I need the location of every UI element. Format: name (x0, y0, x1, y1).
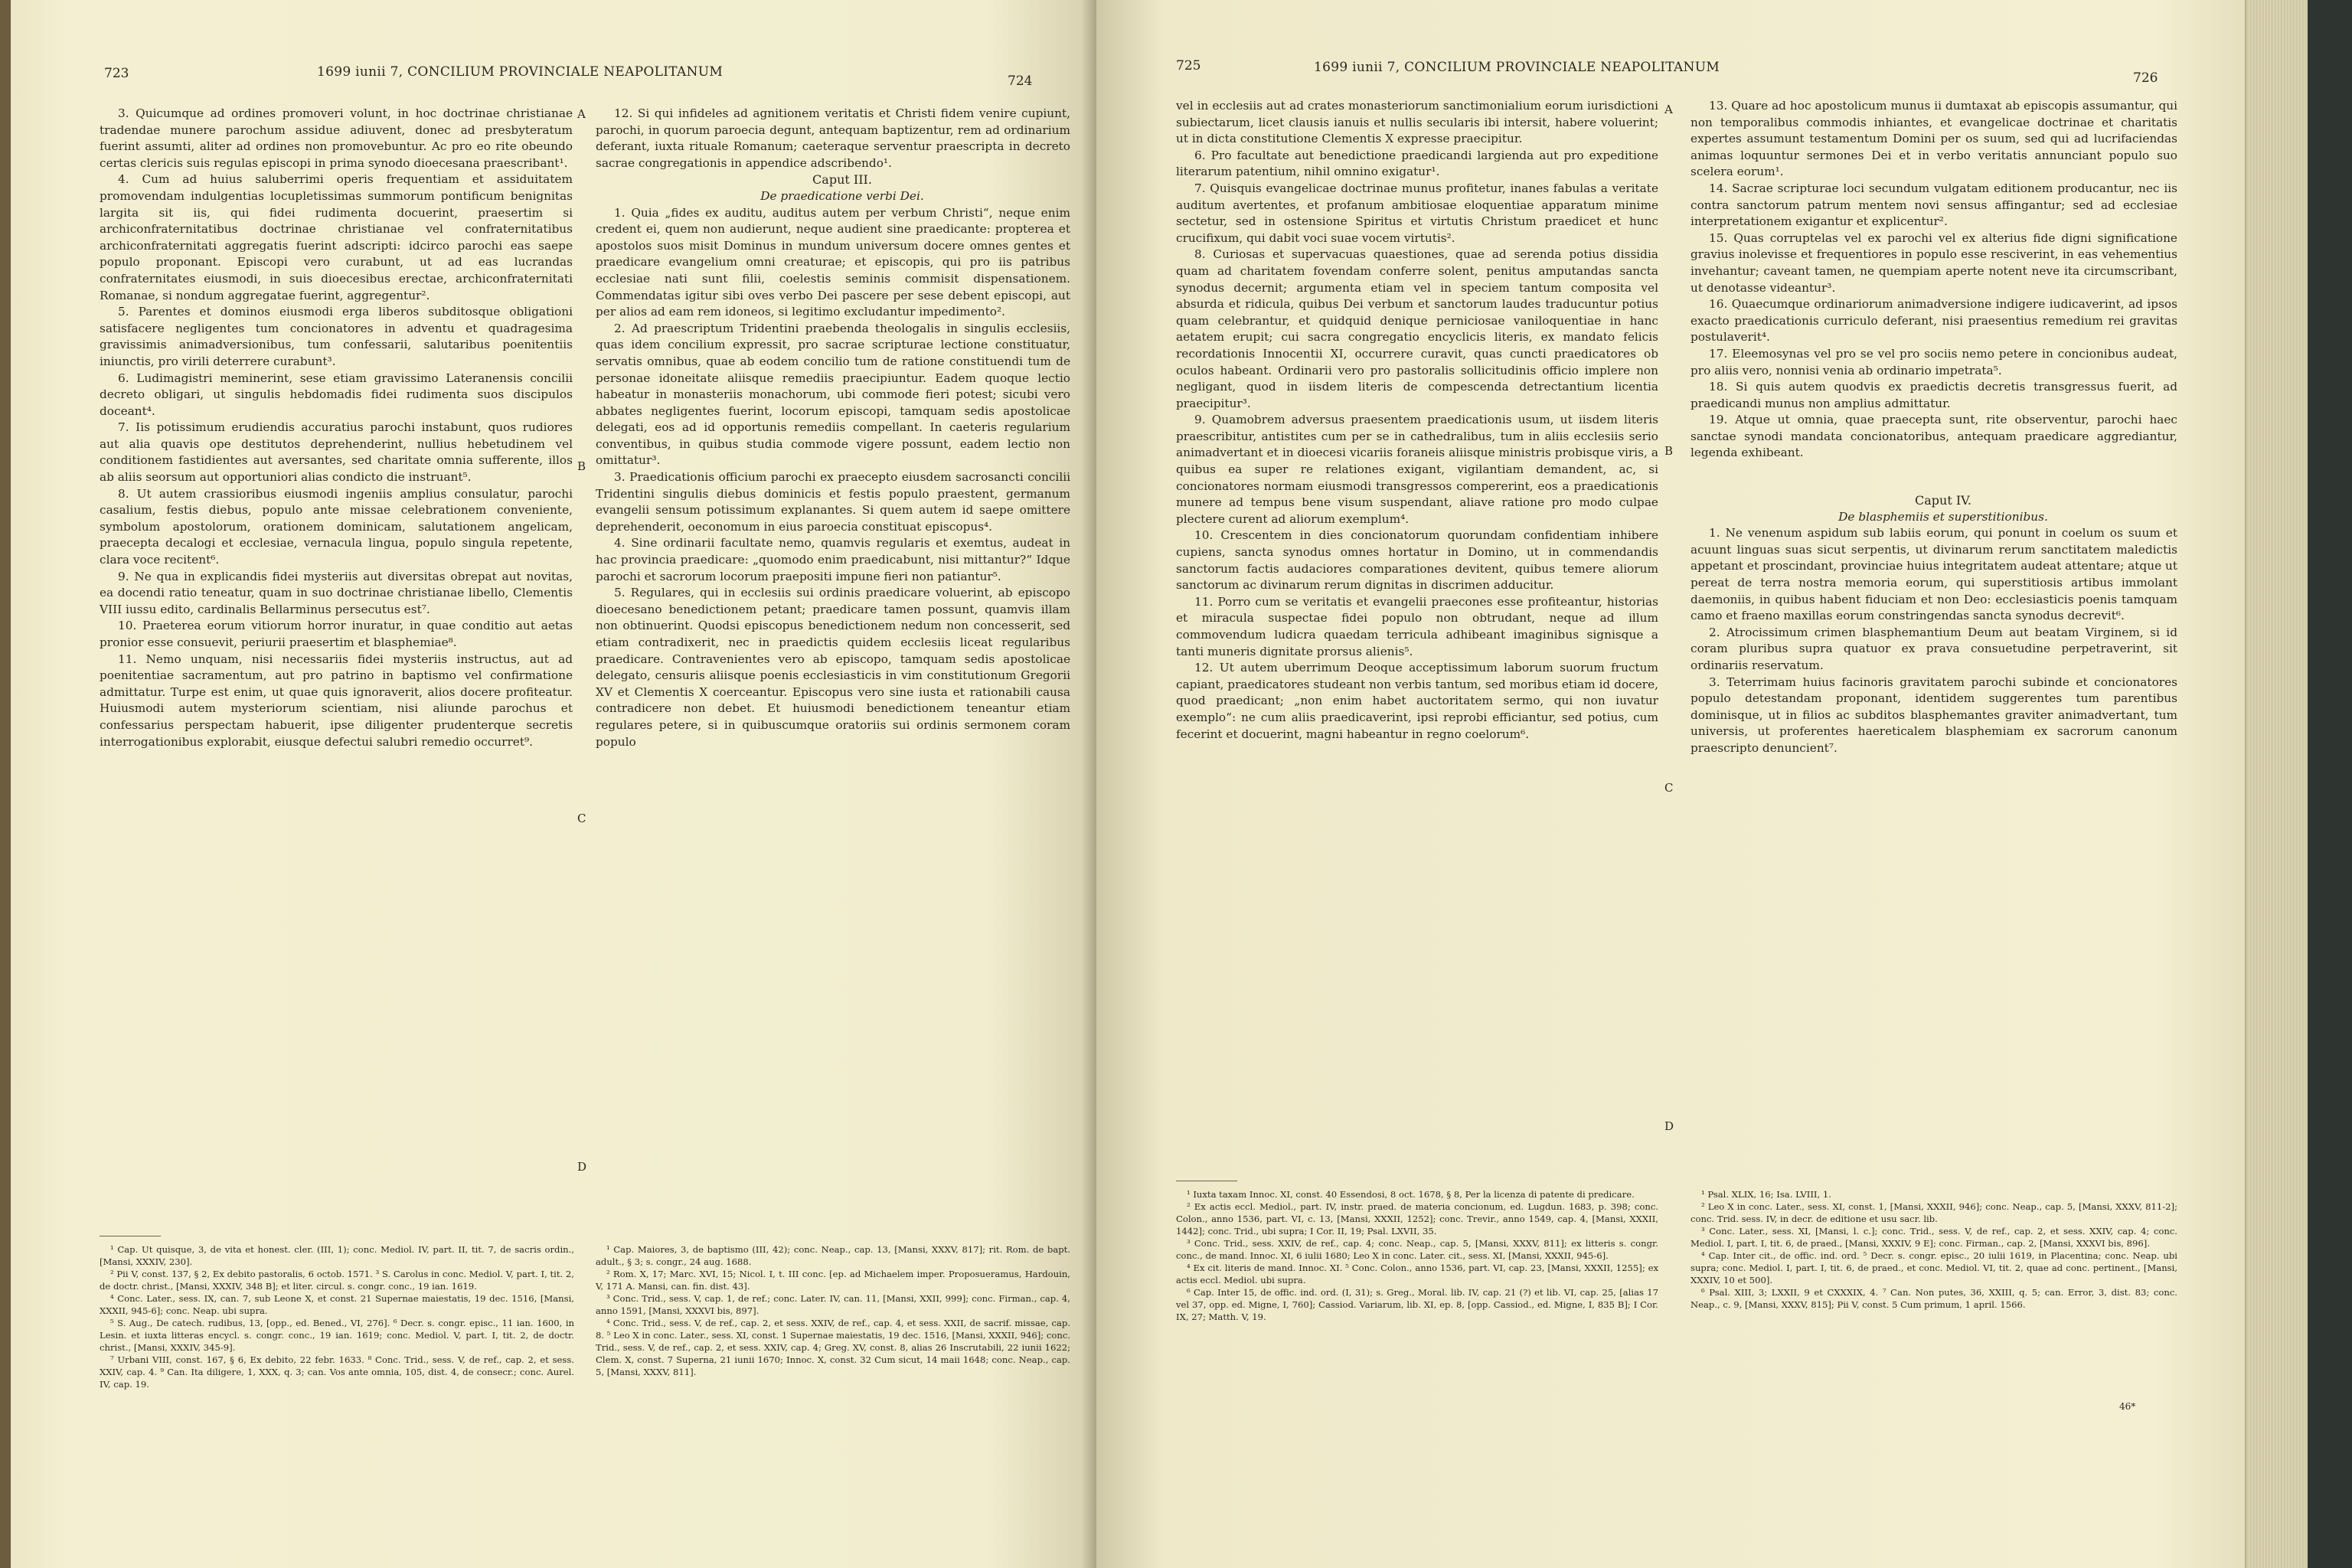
footnote: ² Leo X in conc. Later., sess. XI, const. 1, [Mansi, XXXII, 946]; conc. Neap., cap. 5, [Mansi, XXXV, 811-2]; conc. Trid. sess. IV, in decr. de editione et usu sacr. lib. (1690, 1201, 2177, 1224)
footnote: ⁴ Conc. Later., sess. IX, can. 7, sub Leone X, et const. 21 Supernae maiestatis, 19 dec. 1516, [Mansi, XXXII, 945-6]; conc. Neap. ubi supra. (100, 1293, 574, 1316)
page-number-724: 724 (1008, 74, 1033, 89)
paragraph: 10. Praeterea eorum vitiorum horror inuratur, in quae conditio aut aetas pronior esse consuevit, periurii praesertim et blasphemiae⁸. (100, 619, 573, 649)
paragraph: 7. Quisquis evangelicae doctrinae munus profitetur, inanes fabulas a veritate auditum avertentes, et profanum ambitiosae eloquentiae apparatum minime sectetur, sed in ostensione Spiritus et virtutis Christum praedicet et hunc crucifixum, qui dabit voci suae vocem virtutis². (1176, 181, 1658, 245)
paragraph: 8. Curiosas et supervacuas quaestiones, quae ad serenda potius dissidia quam ad charitatem fovendam conferre solent, penitus amputandas sancta synodus decernit; argumenta etiam vel in speciem tantum composita vel absurda et ridicula, quibus Dei verbum et sanctorum laudes traducuntur potius quam celebrantur, et quidquid denique perniciosae vaniloquentiae in hanc aetatem erupit; cui sacra congregatio encyclicis literis, ex mandato felicis recordationis Innocentii XI, occurrere curavit, quas cuncti praedicatores ob oculos habeant. Ordinarii vero pro pastoralis sollicitudinis officio implere non negligant, quod in iisdem literis de compescenda detrectantium licentia praecipitur³. (1176, 247, 1658, 410)
left-binding-edge (0, 0, 11, 1568)
footnote: ² Pii V, const. 137, § 2, Ex debito pastoralis, 6 octob. 1571. ³ S. Carolus in conc. Mediol. V, part. I, tit. 2, de doctr. christ., [Mansi, XXXIV, 348 B]; et liter. circul. s. congr. conc., 19 ian. 1619. (100, 1269, 574, 1292)
paragraph: 12. Si qui infideles ad agnitionem veritatis et Christi fidem venire cupiunt, parochi, in quorum paroecia degunt, antequam baptizentur, rem ad ordinarium deferant, iuxta rituale Romanum; caeteraque serventur praescripta in decreto sacrae congregationis in appendice adscribendo¹. (596, 106, 1070, 170)
margin-letter-d: D (577, 1160, 587, 1174)
right-column-1 (1176, 98, 1658, 743)
paragraph: 6. Pro facultate aut benedictione praedicandi largienda aut pro expeditione literarum patentium, nihil omnino exigatur¹. (1176, 148, 1658, 179)
footnote: ² Rom. X, 17; Marc. XVI, 15; Nicol. I, t. III conc. [ep. ad Michaelem imper. Proposueramus, Hardouin, V, 171 A. Mansi, can. fin. dist. 43]. (596, 1269, 1070, 1292)
margin-letter-a: A (1664, 103, 1673, 116)
paragraph: 12. Ut autem uberrimum Deoque acceptissimum laborum suorum fructum capiant, praedicatores studeant non verbis tantum, sed moribus etiam id docere, quod praedicant; „non enim habet auctoritatem sermo, qui non iuvatur exemplo“: ne cum aliis praedicaverint, ipsi reprobi efficiantur, sed potius, cum fecerint et docuerint, magni habeantur in regno coelorum⁶. (1176, 661, 1658, 741)
footnote: ⁷ Urbani VIII, const. 167, § 6, Ex debito, 22 febr. 1633. ⁸ Conc. Trid., sess. V, de ref., cap. 2, et sess. XXIV, cap. 4. ⁹ Can. Ita diligere, 1, XXX, q. 3; can. Vos ante omnia, 105, dist. 4, de consecr.; conc. Aurel. IV, cap. 19. (100, 1354, 574, 1390)
left-column-2 (596, 106, 1070, 750)
left-footnotes-1 (100, 1243, 574, 1390)
paragraph: 4. Sine ordinarii facultate nemo, quamvis regularis et exemtus, audeat in hac provincia praedicare: „quomodo enim praedicabunt, nisi mittantur?“ Idque parochi et sacrorum locorum praepositi impune fieri non patiantur⁵. (596, 536, 1070, 583)
paragraph: 13. Quare ad hoc apostolicum munus ii dumtaxat ab episcopis assumantur, qui non temporalibus commodis inhiantes, et evangelicae doctrinae et charitatis expertes assumunt testamentum Domini per os suum, sed qui ad lucrifaciendas animas loquuntur sermones Dei et in verbo veritatis annunciant populo suo scelera eorum¹. (1690, 99, 2177, 179)
signature-mark: 46* (2119, 1401, 2136, 1412)
chapter-title: Caput III. (812, 172, 872, 188)
footnote: ⁴ Conc. Trid., sess. V, de ref., cap. 2, et sess. XXIV, de ref., cap. 4, et sess. XXII, de sacrif. missae, cap. 8. ⁵ Leo X in conc. Later., sess. XI, const. 1 Supernae maiestatis, 19 dec. 1516, [Mansi, XXXII, 946]; conc. Trid., sess. V, de ref., cap. 2, et sess. XXIV, cap. 4; Greg. XV, const. 8, alias 26 Inscrutabili, 22 iunii 1622; Clem. X, const. 7 Superna, 21 iunii 1670; Innoc. X, const. 32 Cum sicut, 14 maii 1648; conc. Neap., cap. 5, [Mansi, XXXV, 811]. (596, 1318, 1070, 1377)
left-footnotes-2 (596, 1243, 1070, 1378)
footnote: ¹ Psal. XLIX, 16; Isa. LVIII, 1. (1701, 1189, 1831, 1200)
paragraph: 11. Nemo unquam, nisi necessariis fidei mysteriis instructus, aut ad poenitentiae sacramentum, aut pro patrino in baptismo vel confirmatione admittatur. Turpe est enim, ut quae quis ignoraverit, alios docere profiteatur. Huiusmodi autem mysteriorum scientiam, nisi aliunde parochus et confessarius perspectam habuerit, ipse diligenter prudenterque secretis interrogationibus explorabit, eiusque defectui salubri remedio occurret⁹. (100, 652, 573, 749)
right-footnotes-2 (1690, 1188, 2177, 1311)
running-header-right: 1699 iunii 7, CONCILIUM PROVINCIALE NEAPOLITANUM (1314, 60, 1720, 75)
paragraph: 16. Quaecumque ordinariorum animadversione indigere iudicaverint, ad ipsos exacto praedicationis curriculo deferant, nisi praesentius remedium rei gravitas postulaverit⁴. (1690, 297, 2177, 345)
paragraph: 1. Quia „fides ex auditu, auditus autem per verbum Christi“, neque enim credent ei, quem non audierunt, neque audient sine praedicante: propterea et apostolos suos misit Dominus in mundum universum docere omnes gentes et praedicare evangelium omni creaturae; et episcopis, qui pro iis patribus ecclesiae nati sunt filii, coelestis seminis commisit dispensationem. Commendatas igitur sibi oves verbo Dei pascere per sese debent episcopi, aut per alios ad eam rem idoneos, si legitimo excludantur impedimento². (596, 205, 1070, 319)
footnote: ⁵ S. Aug., De catech. rudibus, 13, [opp., ed. Bened., VI, 276]. ⁶ Decr. s. congr. episc., 11 ian. 1600, in Lesin. et iuxta litteras encycl. s. congr. conc., 19 ian. 1619; conc. Mediol. V, part. I, tit. 2, de doctr. christ., [Mansi, XXXIV, 345-9]. (100, 1318, 574, 1353)
footnote: ¹ Cap. Ut quisque, 3, de vita et honest. cler. (III, 1); conc. Mediol. IV, part. II, tit. 7, de sacris ordin., [Mansi, XXXIV, 230]. (100, 1244, 574, 1267)
book-cover-edge (2308, 0, 2352, 1568)
paragraph: 3. Praedicationis officium parochi ex praecepto eiusdem sacrosancti concilii Tridentini singulis diebus dominicis et festis populo praestent, germanum evangelii sensum potissimum explanantes. Si quem autem id saepe omittere deprehenderit, oeconomum in eius paroecia constituat episcopus⁴. (596, 470, 1070, 534)
running-header-left: 1699 iunii 7, CONCILIUM PROVINCIALE NEAPOLITANUM (317, 64, 724, 80)
footnote: ⁶ Psal. XIII, 3; LXXII, 9 et CXXXIX, 4. ⁷ Can. Non putes, 36, XXIII, q. 5; can. Error, 3, dist. 83; conc. Neap., c. 9, [Mansi, XXXV, 815]; Pii V, const. 5 Cum primum, 1 april. 1566. (1690, 1287, 2177, 1310)
margin-letter-c: C (577, 812, 586, 825)
footnote: ³ Conc. Trid., sess. V, cap. 1, de ref.; conc. Later. IV, can. 11, [Mansi, XXII, 999]; conc. Firman., cap. 4, anno 1591, [Mansi, XXXVI bis, 897]. (596, 1293, 1070, 1316)
right-column-2 (1690, 98, 2177, 757)
page-number-726: 726 (2133, 70, 2158, 86)
chapter-subtitle: De praedicatione verbi Dei. (760, 188, 924, 203)
footnote: ³ Conc. Trid., sess. XXIV, de ref., cap. 4; conc. Neap., cap. 5, [Mansi, XXXV, 811]; ex litteris s. congr. conc., de mand. Innoc. XI, 6 iulii 1680; Leo X in conc. Later. cit., sess. XI, [Mansi, XXXII, 945-6]. (1176, 1238, 1658, 1261)
right-page (1096, 0, 2245, 1568)
paragraph: 19. Atque ut omnia, quae praecepta sunt, rite observentur, parochi haec sanctae synodi mandata concionatoribus, antequam praedicare aggrediantur, legenda exhibeant. (1690, 413, 2177, 460)
paragraph: 17. Eleemosynas vel pro se vel pro sociis nemo petere in concionibus audeat, pro aliis vero, nonnisi venia ab ordinario impetrata⁵. (1690, 346, 2177, 377)
paragraph: 1. Ne venenum aspidum sub labiis eorum, qui ponunt in coelum os suum et acuunt linguas suas sicut serpentis, ut divinarum rerum sanctitatem maledictis appetant et proscindant, provinciae huius integritatem audeat attentare; atque ut pereat de terra nostra memoria eorum, qui superstitiosis artibus immolant daemoniis, in quibus habent fiduciam et non Deo: ecclesiasticis poenis tamquam camo et fraeno maxillas eorum constringendas sancta synodus decrevit⁶. (1690, 526, 2177, 623)
chapter-subtitle: De blasphemiis et superstitionibus. (1838, 509, 2048, 524)
margin-letter-c: C (1664, 781, 1674, 795)
paragraph: 10. Crescentem in dies concionatorum quorundam confidentiam inhibere cupiens, sancta synodus omnes hortatur in Domino, ut in commendandis sanctorum factis audaciores comparationes devitent, quibus temere aliorum sanctorum ac divinarum rerum dignitas in discrimen adducitur. (1176, 528, 1658, 593)
paragraph: vel in ecclesiis aut ad crates monasteriorum sanctimonialium eorum iurisdictioni subiectarum, licet clausis ianuis et nullis secularis ibi intersit, habere voluerint; ut in dicta constitutione Clementis X expresse praecipitur. (1176, 99, 1658, 146)
margin-letter-b: B (577, 459, 586, 473)
footnote: ⁶ Cap. Inter 15, de offic. ind. ord. (I, 31); s. Greg., Moral. lib. IV, cap. 21 (?) et lib. VI, cap. 25, [alias 17 vel 37, opp. ed. Migne, I, 760]; Cassiod. Variarum, lib. XI, ep. 8, [opp. Cassiod., ed. Migne, I, 835 B]; I Cor. IX, 27; Matth. V, 19. (1176, 1287, 1658, 1322)
paragraph: 5. Parentes et dominos eiusmodi erga liberos subditosque obligationi satisfacere negligentes tum concionatores in adventu et quadragesima gravissimis animadversionibus, tum confessarii, salutaribus poenitentiis iniunctis, pro virili deterrere curabunt³. (100, 305, 573, 368)
paragraph: 9. Ne qua in explicandis fidei mysteriis aut diversitas obrepat aut novitas, ea docendi ratio teneatur, quam in suo doctrinae christianae libello, Clementis VIII iussu edito, cardinalis Bellarminus persecutus est⁷. (100, 569, 573, 616)
footnote: ⁴ Ex cit. literis de mand. Innoc. XI. ⁵ Conc. Colon., anno 1536, part. VI, cap. 23, [Mansi, XXXII, 1255]; ex actis eccl. Mediol. ubi supra. (1176, 1263, 1658, 1285)
page-edges (2245, 0, 2352, 1568)
page-number-725: 725 (1176, 58, 1201, 74)
paragraph: 2. Atrocissimum crimen blasphemantium Deum aut beatam Virginem, si id coram pluribus supra quatuor ex prava consuetudine perpetraverint, sit ordinariis reservatum. (1690, 625, 2177, 672)
footnote: ⁴ Cap. Inter cit., de offic. ind. ord. ⁵ Decr. s. congr. episc., 20 iulii 1619, in Placentina; conc. Neap. ubi supra; conc. Mediol. I, part. I, tit. 6, de praed., et conc. Mediol. VI, tit. 2, quae ad conc. pertinent., [Mansi, XXXIV, 10 et 500]. (1690, 1250, 2177, 1285)
margin-letter-d: D (1664, 1119, 1674, 1133)
paragraph: 6. Ludimagistri meminerint, sese etiam gravissimo Lateranensis concilii decreto obligari, ut singulis hebdomadis fidei rudimenta suos discipulos doceant⁴. (100, 371, 573, 418)
paragraph: 5. Regulares, qui in ecclesiis sui ordinis praedicare voluerint, ab episcopo dioecesano benedictionem petant; praedicare tamen possunt, quamvis illam non obtinuerint. Quodsi episcopus benedictionem nedum non concesserit, sed etiam contradixerit, nec in praedictis quidem ecclesiis liceat regularibus praedicare. Contravenientes vero ab episcopo, tamquam sedis apostolicae delegato, censuris aliisque poenis ecclesiasticis in vim constitutionum Gregorii XV et Clementis X coerceantur. Episcopus vero sine iusta et rationabili causa contradicere non debet. Et huiusmodi benedictionem teneantur etiam regulares petere, si in quibuscumque oratoriis sui ordinis sermonem coram populo (596, 586, 1070, 749)
paragraph: 3. Teterrimam huius facinoris gravitatem parochi subinde et concionatores populo detestandam proponant, identidem suggerentes tum parentibus dominisque, ut in filios ac subditos blasphemantes graviter animadvertant, tum universis, ut proferentes haereticalem blasphemiam ex sacrorum canonum praescripto denuncient⁷. (1690, 675, 2177, 755)
paragraph: 9. Quamobrem adversus praesentem praedicationis usum, ut iisdem literis praescribitur, antistites cum per se in cathedralibus, tum in aliis ecclesiis serio animadvertant et in dioecesi vicariis foraneis aliisque ministris probisque viris, a quibus ea super re relationes exigant, vigilantiam demandent, ac, si concionatores normam eiusmodi transgressos compererint, eos a praedicationis munere ad tempus bene visum suspendant, aliave ratione pro modo culpae plectere curent ad aliorum exemplum⁴. (1176, 413, 1658, 526)
paragraph: 18. Si quis autem quodvis ex praedictis decretis transgressus fuerit, ad praedicandi munus non amplius admittatur. (1690, 380, 2177, 410)
paragraph: 11. Porro cum se veritatis et evangelii praecones esse profiteantur, historias et miracula suspectae fidei populo non obtrudant, neque ad illum commovendum ludicra quaedam terricula adhibeant imaginibus signisque a tanti muneris dignitate prorsus alienis⁵. (1176, 594, 1658, 658)
page-number-723: 723 (104, 66, 129, 81)
footnote: ³ Conc. Later., sess. XI, [Mansi, l. c.]; conc. Trid., sess. V, de ref., cap. 2, et sess. XXIV, cap. 4; conc. Mediol. I, part. I, tit. 6, de praed., [Mansi, XXXIV, 9 E]; conc. Firman., cap. 2, [Mansi, XXXVI bis, 896]. (1690, 1226, 2177, 1249)
paragraph: 4. Cum ad huius saluberrimi operis frequentiam et assiduitatem promovendam indulgentias locupletissimas summorum pontificum benignitas largita sit iis, qui fidei rudimenta docuerint, praesertim si archiconfraternitatibus doctrinae christianae vel confraternitatibus archiconfraternitati aggregatis fuerint adscripti: idcirco parochi eas saepe populo proponant. Episcopi vero curabunt, ut ad eas lucrandas confraternitates eiusmodi, in suis dioecesibus erectae, archiconfraternitati Romanae, si nondum aggregatae fuerint, aggregentur². (100, 172, 573, 302)
paragraph: 14. Sacrae scripturae loci secundum vulgatam editionem producantur, nec iis contra sanctorum patrum mentem novi sensus affingantur; sed ad ecclesiae interpretationem exigantur et explicentur². (1690, 181, 2177, 229)
paragraph: 15. Quas corruptelas vel ex parochi vel ex alterius fide digni significatione gravius inolevisse et frequentiores in populo esse resciverint, in eas vehementius invehantur; caveant tamen, ne quempiam aperte notent neve ita circumscribant, ut denotasse videantur³. (1690, 230, 2177, 295)
paragraph: 2. Ad praescriptum Tridentini praebenda theologalis in singulis ecclesiis, quas idem concilium expressit, pro sacrae scripturae lectione constituatur, servatis omnibus, quae ab eodem concilio tum de ratione constituendi tum de personae idoneitate aliisque remediis praecipiuntur. Eadem quoque lectio habeatur in monasteriis monachorum, ubi commode fieri potest; sicubi vero abbates negligentes fuerint, locorum episcopi, tamquam sedis apostolicae delegati, eos ad id opportunis remediis compellant. In caeteris regularium conventibus, in quibus studia commode vigere possunt, eadem lectio non omittatur³. (596, 321, 1070, 468)
right-footnotes-1 (1176, 1188, 1658, 1323)
chapter-title: Caput IV. (1914, 493, 1971, 508)
paragraph: 3. Quicumque ad ordines promoveri volunt, in hoc doctrinae christianae tradendae munere parochum assidue adiuvent, donec ad presbyteratum fuerint assumti, aliter ad ordines non promovebuntur. Ac pro eo rite obeundo certas clericis suis regulas episcopi in prima synodo dioecesana praescribant¹. (100, 106, 573, 170)
margin-letter-b: B (1664, 444, 1674, 458)
left-page (0, 0, 1096, 1568)
paragraph: 8. Ut autem crassioribus eiusmodi ingeniis amplius consulatur, parochi casalium, festis diebus, populo ante missae celebrationem conveniente, symbolum apostolorum, orationem dominicam, salutationem angelicam, praecepta decalogi et ecclesiae, vernacula lingua, populo singula repetente, clara voce recitent⁶. (100, 486, 573, 567)
footnote: ¹ Cap. Maiores, 3, de baptismo (III, 42); conc. Neap., cap. 13, [Mansi, XXXV, 817]; rit. Rom. de bapt. adult., § 3; s. congr., 24 aug. 1688. (596, 1244, 1070, 1267)
left-column-1 (100, 106, 573, 750)
margin-letter-a: A (577, 107, 586, 121)
paragraph: 7. Iis potissimum erudiendis accuratius parochi instabunt, quos rudiores aut alia quavis ope destitutos deprehenderint, nullius hebetudinem vel conditionem fastidientes aut aversantes, sed charitate omnia sufferente, illos ab aliis seorsum aut opportuniori alias condicto die instruant⁵. (100, 420, 573, 485)
footnote: ¹ Iuxta taxam Innoc. XI, const. 40 Essendosi, 8 oct. 1678, § 8, Per la licenza di patente di predicare. (1187, 1189, 1635, 1200)
footnote: ² Ex actis eccl. Mediol., part. IV, instr. praed. de materia concionum, ed. Lugdun. 1683, p. 398; conc. Colon., anno 1536, part. VI, c. 13, [Mansi, XXXII, 1252]; conc. Trevir., anno 1549, cap. 4, [Mansi, XXXII, 1442]; conc. Trid., ubi supra; I Cor. II, 19; Psal. LXVII, 35. (1176, 1201, 1658, 1236)
